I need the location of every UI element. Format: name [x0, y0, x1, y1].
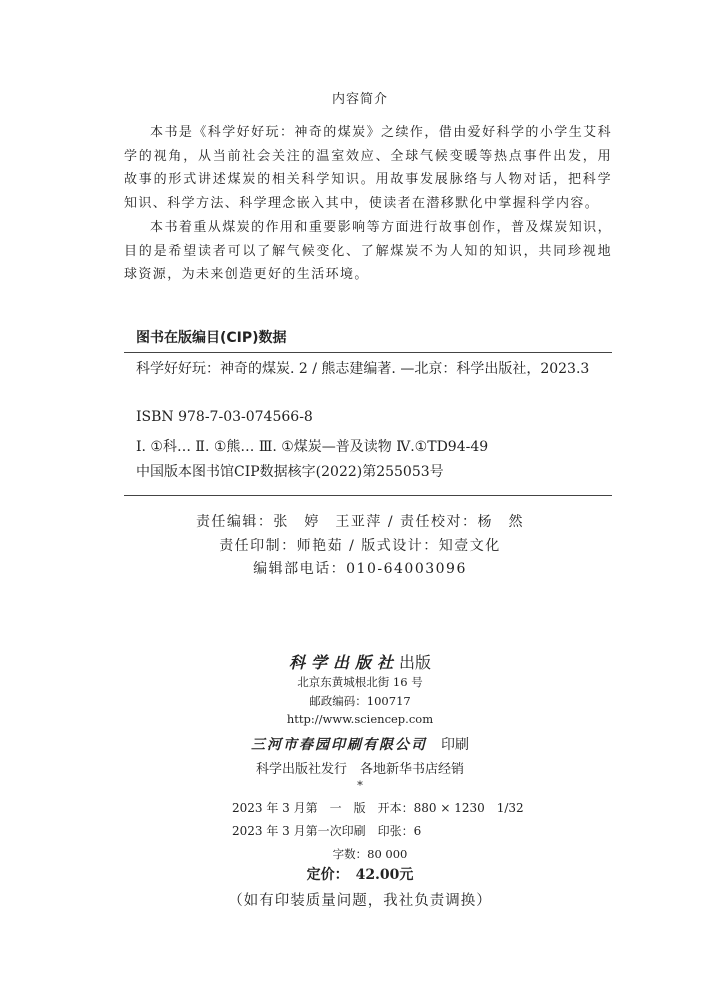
publisher-address: 北京东黄城根北街 16 号 [297, 675, 423, 689]
staff-editors: 责任编辑：张 婷 王亚萍 / 责任校对：杨 然 [195, 514, 525, 530]
cip-heading: 图书在版编目(CIP)数据 [136, 330, 287, 346]
staff-phone: 编辑部电话：010-64003096 [253, 561, 467, 577]
printer-suffix: 印刷 [441, 737, 469, 753]
staff-printing-design: 责任印制：师艳茹 / 版式设计：知壹文化 [219, 538, 501, 554]
edition-line: 2023 年 3 月第 一 版 开本：880 × 1230 1/32 [232, 801, 524, 815]
printer-name: 三河市春园印刷有限公司 [251, 737, 427, 753]
publisher-logo-text: 科学出版社 [288, 653, 399, 672]
separator-asterisk: * [357, 778, 363, 792]
publisher-postcode: 邮政编码：100717 [309, 694, 411, 708]
intro-paragraph-1: 本书是《科学好好玩：神奇的煤炭》之续作，借由爱好科学的小学生艾科学的视角，从当前社会关注的温室效应、全球气候变暖等热点事件出发，用故事的形式讲述煤炭的相关科学知识。用故事发展脉络与人物对话，把科学知识、科学方法、科学理念嵌入其中，使读者在潜移默化中掌握科学内容。 [124, 125, 612, 211]
cip-bottom-rule [124, 495, 612, 496]
distribution-line: 科学出版社发行 各地新华书店经销 [255, 762, 464, 777]
intro-paragraph-2: 本书着重从煤炭的作用和重要影响等方面进行故事创作，普及煤炭知识，目的是希望读者可以了解气候变化、了解煤炭不为人知的知识，共同珍视地球资源，为未来创造更好的生活环境。 [124, 220, 612, 282]
cip-classification: Ⅰ. ①科… Ⅱ. ①熊… Ⅲ. ①煤炭—普及读物 Ⅳ.①TD94-49 [136, 439, 489, 455]
cip-entry: 科学好好玩：神奇的煤炭. 2 / 熊志建编著. —北京：科学出版社，2023.3 [136, 361, 590, 377]
intro-heading: 内容简介 [331, 92, 388, 107]
intro-body [124, 121, 612, 287]
publisher-website: http://www.sciencep.com [286, 712, 434, 726]
word-count: 字数：80 000 [332, 847, 408, 861]
cip-isbn: ISBN 978-7-03-074566-8 [136, 409, 313, 425]
cip-top-rule [124, 352, 612, 353]
cip-record: 中国版本图书馆CIP数据核字(2022)第255053号 [136, 464, 444, 480]
price: 定价： 42.00元 [306, 867, 414, 883]
printer-line [0, 734, 720, 754]
publisher-name [0, 650, 720, 673]
publisher-suffix: 出版 [399, 653, 432, 672]
printing-line: 2023 年 3 月第一次印刷 印张：6 [232, 824, 422, 838]
return-note: （如有印装质量问题，我社负责调换） [228, 893, 492, 909]
